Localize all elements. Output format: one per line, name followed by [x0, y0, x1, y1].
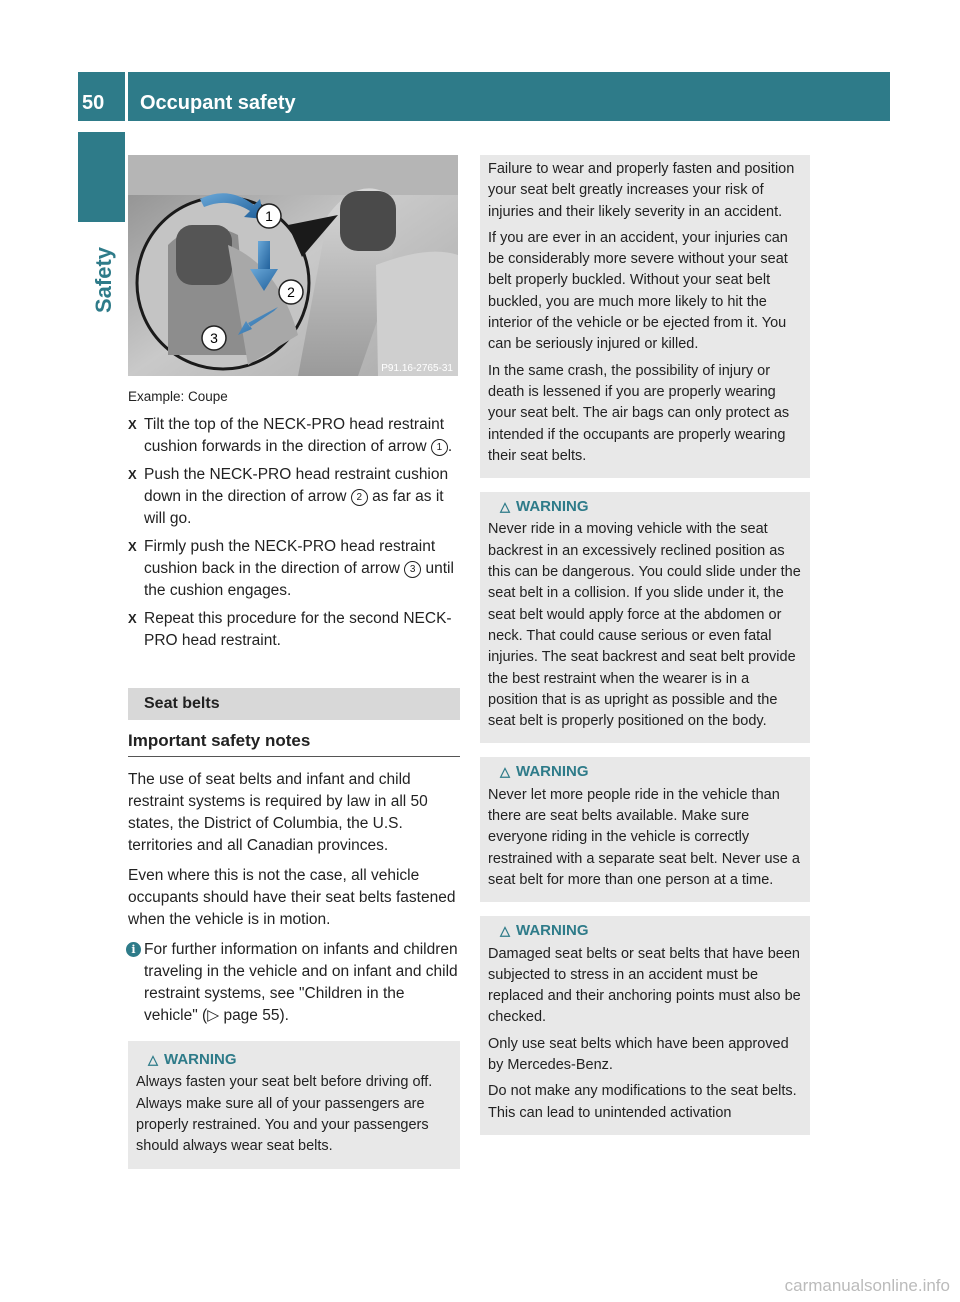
step-text: Push the NECK-PRO head restraint cushion down in the direction of arrow: [144, 466, 449, 505]
callout-3: 3: [210, 330, 218, 346]
step-text-end: as far as it will go.: [144, 488, 444, 527]
warning-text: Never ride in a moving vehicle with the seat backrest in an excessively reclined position as this can be dangerous. You could slide under the seat belt in a collision. If you slide under it, the seat belt would apply force at the abdomen or neck. That could cause serious or even fatal injuries. The seat backrest and seat belt provide the best restraint when the wearer is in a position that is as upright as possible and the seat belt is properly positioned on the body.: [488, 521, 801, 730]
figure-caption: Example: Coupe: [128, 389, 228, 404]
warning-label: WARNING: [516, 498, 589, 516]
info-icon: i: [126, 942, 141, 957]
warning-text: Only use seat belts which have been approved by Mercedes-Benz.: [488, 1035, 789, 1073]
warning-continued-box: [480, 155, 810, 478]
paragraph: Even where this is not the case, all vehicle occupants should have their seat belts fastened when the vehicle is in motion.: [128, 867, 456, 928]
page-title: Occupant safety: [140, 92, 296, 114]
warning-text: Never let more people ride in the vehicle than there are seat belts available. Make sure everyone riding in the vehicle is correctly restrained with a separate seat belt. Never use a seat belt for more than one person at a time.: [488, 786, 800, 888]
warning-heading: [488, 920, 803, 941]
step-4: [128, 608, 460, 652]
warning-box: [480, 757, 810, 902]
warning-triangle-icon: △: [148, 1052, 158, 1067]
info-note: [128, 939, 460, 1027]
warning-text: Failure to wear and properly fasten and position your seat belt greatly increases your risk of injuries and their likely severity in an accident.: [488, 161, 795, 220]
step-text: Firmly push the NECK-PRO head restraint cushion back in the direction of arrow: [144, 538, 436, 577]
step-3: [128, 536, 460, 602]
step-text-end: .: [447, 438, 453, 455]
left-column: [128, 386, 460, 1169]
warning-heading: [136, 1049, 452, 1070]
header-divider: [125, 72, 128, 121]
warning-triangle-icon: △: [500, 764, 510, 780]
warning-text: Damaged seat belts or seat belts that have been subjected to stress in an accident must be replaced and their anchoring points must also be checked.: [488, 945, 801, 1026]
callout-2: 2: [287, 284, 295, 300]
warning-triangle-icon: △: [500, 499, 510, 515]
warning-heading: [488, 761, 803, 782]
warning-text: Always fasten your seat belt before driving off. Always make sure all of your passengers are properly restrained. You and your passengers should always wear seat belts.: [136, 1074, 433, 1155]
step-2: [128, 464, 460, 530]
warning-text: Do not make any modifications to the seat belts. This can lead to unintended activation: [488, 1083, 797, 1121]
warning-label: WARNING: [164, 1051, 237, 1068]
footer-watermark: carmanualsonline.info: [784, 1276, 950, 1295]
step-marker-icon: X: [128, 417, 137, 432]
warning-box: [128, 1041, 460, 1169]
subsection-heading: Important safety notes: [128, 720, 460, 757]
figure-code: P91.16-2765-31: [381, 363, 453, 374]
step-marker-icon: X: [128, 467, 137, 482]
step-1: [128, 414, 460, 458]
step-text-end: until the cushion engages.: [144, 560, 454, 599]
right-column: [480, 155, 810, 1149]
info-text: For further information on infants and children traveling in the vehicle and on infant and child restraint systems, see "Children in the vehicle" (▷ page 55).: [144, 941, 458, 1024]
callout-1: 1: [265, 208, 273, 224]
section-heading: Seat belts: [128, 688, 460, 720]
step-text: Repeat this procedure for the second NECK-PRO head restraint.: [144, 610, 452, 649]
warning-label: WARNING: [516, 763, 589, 781]
paragraph: The use of seat belts and infant and child restraint systems is required by law in all 50 states, the District of Columbia, the U.S. territories and all Canadian provinces.: [128, 771, 428, 854]
page-number: 50: [82, 92, 105, 114]
step-marker-icon: X: [128, 611, 137, 626]
step-marker-icon: X: [128, 539, 137, 554]
warning-text: If you are ever in an accident, your injuries can be considerably more severe without your seat belt properly buckled. Without your seat belt buckled, you are much more likely to hit the interior of the vehicle or be ejected from it. You can be seriously injured or killed.: [488, 229, 788, 353]
step-text: Tilt the top of the NECK-PRO head restraint cushion forwards in the direction of arrow: [144, 416, 445, 455]
warning-text: In the same crash, the possibility of injury or death is lessened if you are properly wearing your seat belt. The air bags can only protect as intended if the occupants are properly wearing their seat belts.: [488, 362, 790, 464]
warning-box: [480, 916, 810, 1135]
warning-box: [480, 492, 810, 743]
side-tab-label: Safety: [91, 246, 116, 314]
warning-label: WARNING: [516, 922, 589, 940]
step-callout: 2: [351, 489, 368, 506]
warning-heading: [488, 496, 803, 517]
step-callout: 1: [431, 439, 448, 456]
side-tab: [78, 222, 125, 342]
warning-triangle-icon: △: [500, 923, 510, 939]
head-restraint-figure: [128, 155, 458, 376]
step-callout: 3: [404, 561, 421, 578]
side-block: [78, 132, 125, 222]
